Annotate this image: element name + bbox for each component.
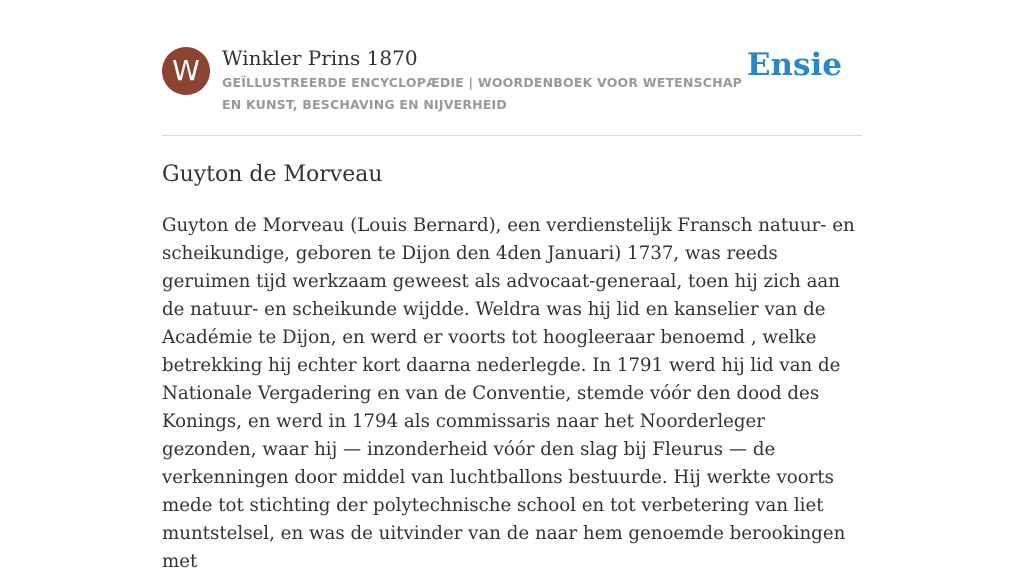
source-title[interactable]: Winkler Prins 1870 [222,46,418,70]
ensie-logo[interactable]: Ensie [746,47,842,83]
page-container [162,0,862,572]
source-info [222,44,762,116]
entry-title: Guyton de Morveau [162,162,383,187]
entry-body: Guyton de Morveau (Louis Bernard), een verdienstelijk Fransch natuur- en scheikundige, geboren te Dijon den 4den Januari) 1737, was reeds geruimen tijd werkzaam geweest als advocaat-generaal, toen hij zich aan de natuur- en scheikunde wijdde. Weldra was hij lid en kanselier van de Académie te Dijon, en werd er voorts tot hoogleeraar benoemd , welke betrekking hij echter kort daarna nederlegde. In 1791 werd hij lid van de Nationale Vergadering en van de Conventie, stemde vóór den dood des Konings, en werd in 1794 als commissaris naar het Noorderleger gezonden, waar hij — inzonderheid vóór den slag bij Fleurus — de verkenningen door middel van luchtballons bestuurde. Hij werkte voorts mede tot stichting der polytechnische school en tot verbetering van liet muntstelsel, en was de uitvinder van de naar hem genoemde berookingen met [162,215,855,572]
source-header [162,0,862,136]
source-subtitle: GEÏLLUSTREERDE ENCYCLOPÆDIE | WOORDENBOEK VOOR WETENSCHAP EN KUNST, BESCHAVING EN NIJVERHEID [222,75,743,112]
source-avatar[interactable]: W [162,47,210,95]
